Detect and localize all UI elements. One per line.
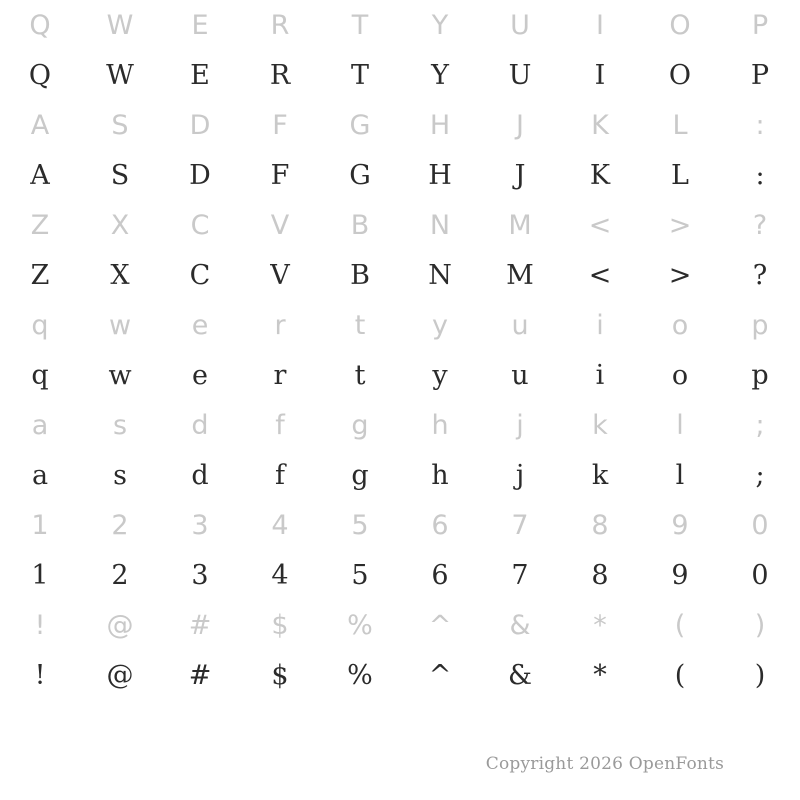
reference-glyph-cell: 7	[511, 509, 529, 541]
reference-glyph-cell: T	[351, 9, 369, 41]
reference-glyph-cell: &	[509, 609, 531, 641]
sample-glyph-cell: o	[671, 359, 689, 391]
sample-glyph-cell: 1	[31, 559, 49, 591]
sample-glyph-cell: 9	[671, 559, 689, 591]
reference-glyph-cell: *	[593, 609, 607, 641]
reference-glyph-cell: N	[429, 209, 451, 241]
sample-glyph-cell: ^	[428, 659, 452, 691]
reference-glyph-cell: >	[668, 209, 692, 241]
reference-glyph-cell: 8	[591, 509, 609, 541]
reference-glyph-cell: $	[271, 609, 289, 641]
sample-glyph-cell: R	[269, 59, 291, 91]
sample-glyph-cell: $	[271, 659, 289, 691]
reference-glyph-cell: p	[751, 309, 769, 341]
reference-glyph-cell: K	[591, 109, 609, 141]
reference-glyph-cell: G	[349, 109, 371, 141]
reference-glyph-cell: O	[669, 9, 691, 41]
sample-glyph-cell: w	[108, 359, 132, 391]
reference-glyph-cell: Y	[431, 9, 449, 41]
reference-glyph-cell: W	[106, 9, 134, 41]
reference-glyph-cell: P	[751, 9, 769, 41]
sample-glyph-cell: j	[515, 459, 525, 491]
sample-glyph-cell: e	[192, 359, 208, 391]
reference-glyph-cell: X	[110, 209, 130, 241]
sample-glyph-cell: #	[188, 659, 212, 691]
sample-glyph-cell: d	[191, 459, 209, 491]
reference-glyph-cell: l	[676, 409, 684, 441]
sample-glyph-cell: 3	[191, 559, 209, 591]
reference-glyph-cell: k	[592, 409, 608, 441]
reference-glyph-cell: j	[516, 409, 524, 441]
sample-glyph-cell: S	[110, 159, 130, 191]
reference-glyph-cell: V	[270, 209, 290, 241]
reference-glyph-cell: ;	[755, 409, 765, 441]
reference-glyph-cell: 2	[111, 509, 129, 541]
sample-glyph-cell: %	[347, 659, 373, 691]
sample-glyph-cell: I	[594, 59, 606, 91]
sample-glyph-cell: q	[31, 359, 49, 391]
sample-glyph-cell: h	[431, 459, 449, 491]
reference-glyph-cell: M	[508, 209, 532, 241]
sample-glyph-cell: 2	[111, 559, 129, 591]
sample-glyph-cell: V	[270, 259, 290, 291]
sample-glyph-cell: !	[34, 659, 46, 691]
reference-glyph-cell: :	[755, 109, 765, 141]
sample-glyph-cell: y	[432, 359, 448, 391]
sample-glyph-cell: p	[751, 359, 769, 391]
sample-glyph-cell: &	[507, 659, 533, 691]
reference-glyph-cell: (	[674, 609, 686, 641]
sample-glyph-cell: 8	[591, 559, 609, 591]
sample-glyph-cell: f	[275, 459, 285, 491]
sample-glyph-cell: ?	[752, 259, 768, 291]
sample-glyph-cell: (	[674, 659, 686, 691]
sample-glyph-cell: 6	[431, 559, 449, 591]
reference-glyph-cell: F	[272, 109, 288, 141]
reference-glyph-cell: w	[108, 309, 132, 341]
reference-glyph-cell: J	[516, 109, 524, 141]
sample-glyph-cell: 5	[351, 559, 369, 591]
reference-glyph-cell: r	[274, 309, 286, 341]
reference-glyph-cell: 6	[431, 509, 449, 541]
reference-glyph-cell: %	[347, 609, 373, 641]
reference-glyph-cell: s	[112, 409, 128, 441]
sample-glyph-cell: N	[428, 259, 452, 291]
reference-glyph-cell: u	[511, 309, 529, 341]
reference-glyph-cell: @	[106, 609, 134, 641]
sample-glyph-cell: O	[668, 59, 692, 91]
reference-glyph-cell: L	[672, 109, 688, 141]
sample-glyph-cell: s	[113, 459, 127, 491]
sample-glyph-cell: G	[349, 159, 371, 191]
reference-glyph-cell: H	[429, 109, 451, 141]
sample-glyph-cell: A	[30, 159, 50, 191]
sample-glyph-cell: *	[593, 659, 607, 691]
sample-glyph-cell: :	[755, 159, 765, 191]
reference-glyph-cell: t	[354, 309, 366, 341]
reference-glyph-cell: Z	[30, 209, 50, 241]
reference-glyph-cell: C	[190, 209, 210, 241]
reference-glyph-cell: A	[30, 109, 50, 141]
reference-glyph-cell: #	[188, 609, 212, 641]
reference-glyph-cell: ^	[428, 609, 452, 641]
reference-glyph-cell: U	[510, 9, 530, 41]
reference-glyph-cell: e	[191, 309, 209, 341]
sample-glyph-cell: K	[589, 159, 611, 191]
reference-glyph-cell: !	[34, 609, 46, 641]
sample-glyph-cell: t	[354, 359, 366, 391]
sample-glyph-cell: l	[675, 459, 685, 491]
reference-glyph-cell: d	[191, 409, 209, 441]
copyright-notice: Copyright 2026 OpenFonts	[485, 754, 724, 774]
reference-glyph-cell: B	[350, 209, 370, 241]
reference-glyph-cell: E	[191, 9, 209, 41]
reference-glyph-cell: i	[596, 309, 604, 341]
sample-glyph-cell: )	[754, 659, 766, 691]
sample-glyph-cell: r	[273, 359, 287, 391]
reference-glyph-cell: 9	[671, 509, 689, 541]
sample-glyph-cell: 0	[751, 559, 769, 591]
reference-glyph-cell: f	[275, 409, 285, 441]
sample-glyph-cell: @	[106, 659, 134, 691]
reference-glyph-cell: Q	[29, 9, 51, 41]
sample-glyph-cell: H	[428, 159, 452, 191]
sample-glyph-cell: C	[189, 259, 211, 291]
sample-glyph-cell: B	[350, 259, 370, 291]
sample-glyph-cell: P	[750, 59, 770, 91]
sample-glyph-cell: W	[106, 59, 134, 91]
reference-glyph-cell: 3	[191, 509, 209, 541]
sample-glyph-cell: M	[506, 259, 534, 291]
sample-glyph-cell: 4	[271, 559, 289, 591]
reference-glyph-cell: S	[111, 109, 129, 141]
reference-glyph-cell: q	[31, 309, 49, 341]
sample-glyph-cell: k	[591, 459, 609, 491]
sample-glyph-cell: T	[350, 59, 369, 91]
sample-glyph-cell: U	[508, 59, 532, 91]
sample-glyph-cell: g	[351, 459, 369, 491]
reference-glyph-cell: D	[189, 109, 211, 141]
reference-glyph-cell: ?	[752, 209, 768, 241]
reference-glyph-cell: )	[754, 609, 766, 641]
sample-glyph-cell: L	[671, 159, 689, 191]
sample-glyph-cell: a	[31, 459, 49, 491]
sample-glyph-cell: D	[189, 159, 211, 191]
reference-glyph-cell: 5	[351, 509, 369, 541]
sample-glyph-cell: i	[595, 359, 605, 391]
sample-glyph-cell: Y	[431, 59, 449, 91]
reference-glyph-cell: g	[351, 409, 369, 441]
reference-glyph-cell: y	[432, 309, 448, 341]
sample-glyph-cell: u	[511, 359, 529, 391]
reference-glyph-cell: h	[431, 409, 449, 441]
sample-glyph-cell: 7	[511, 559, 529, 591]
sample-glyph-cell: Q	[28, 59, 52, 91]
reference-glyph-cell: I	[596, 9, 604, 41]
reference-glyph-cell: o	[671, 309, 689, 341]
sample-glyph-cell: E	[190, 59, 210, 91]
reference-glyph-cell: R	[270, 9, 290, 41]
reference-glyph-cell: 0	[751, 509, 769, 541]
reference-glyph-cell: 1	[31, 509, 49, 541]
sample-glyph-cell: J	[514, 159, 526, 191]
sample-glyph-cell: Z	[30, 259, 50, 291]
sample-glyph-cell: <	[588, 259, 612, 291]
sample-glyph-cell: F	[270, 159, 290, 191]
sample-glyph-cell: >	[668, 259, 692, 291]
reference-glyph-cell: 4	[271, 509, 289, 541]
sample-glyph-cell: ;	[755, 459, 765, 491]
reference-glyph-cell: a	[31, 409, 49, 441]
reference-glyph-cell: <	[588, 209, 612, 241]
sample-glyph-cell: X	[110, 259, 130, 291]
